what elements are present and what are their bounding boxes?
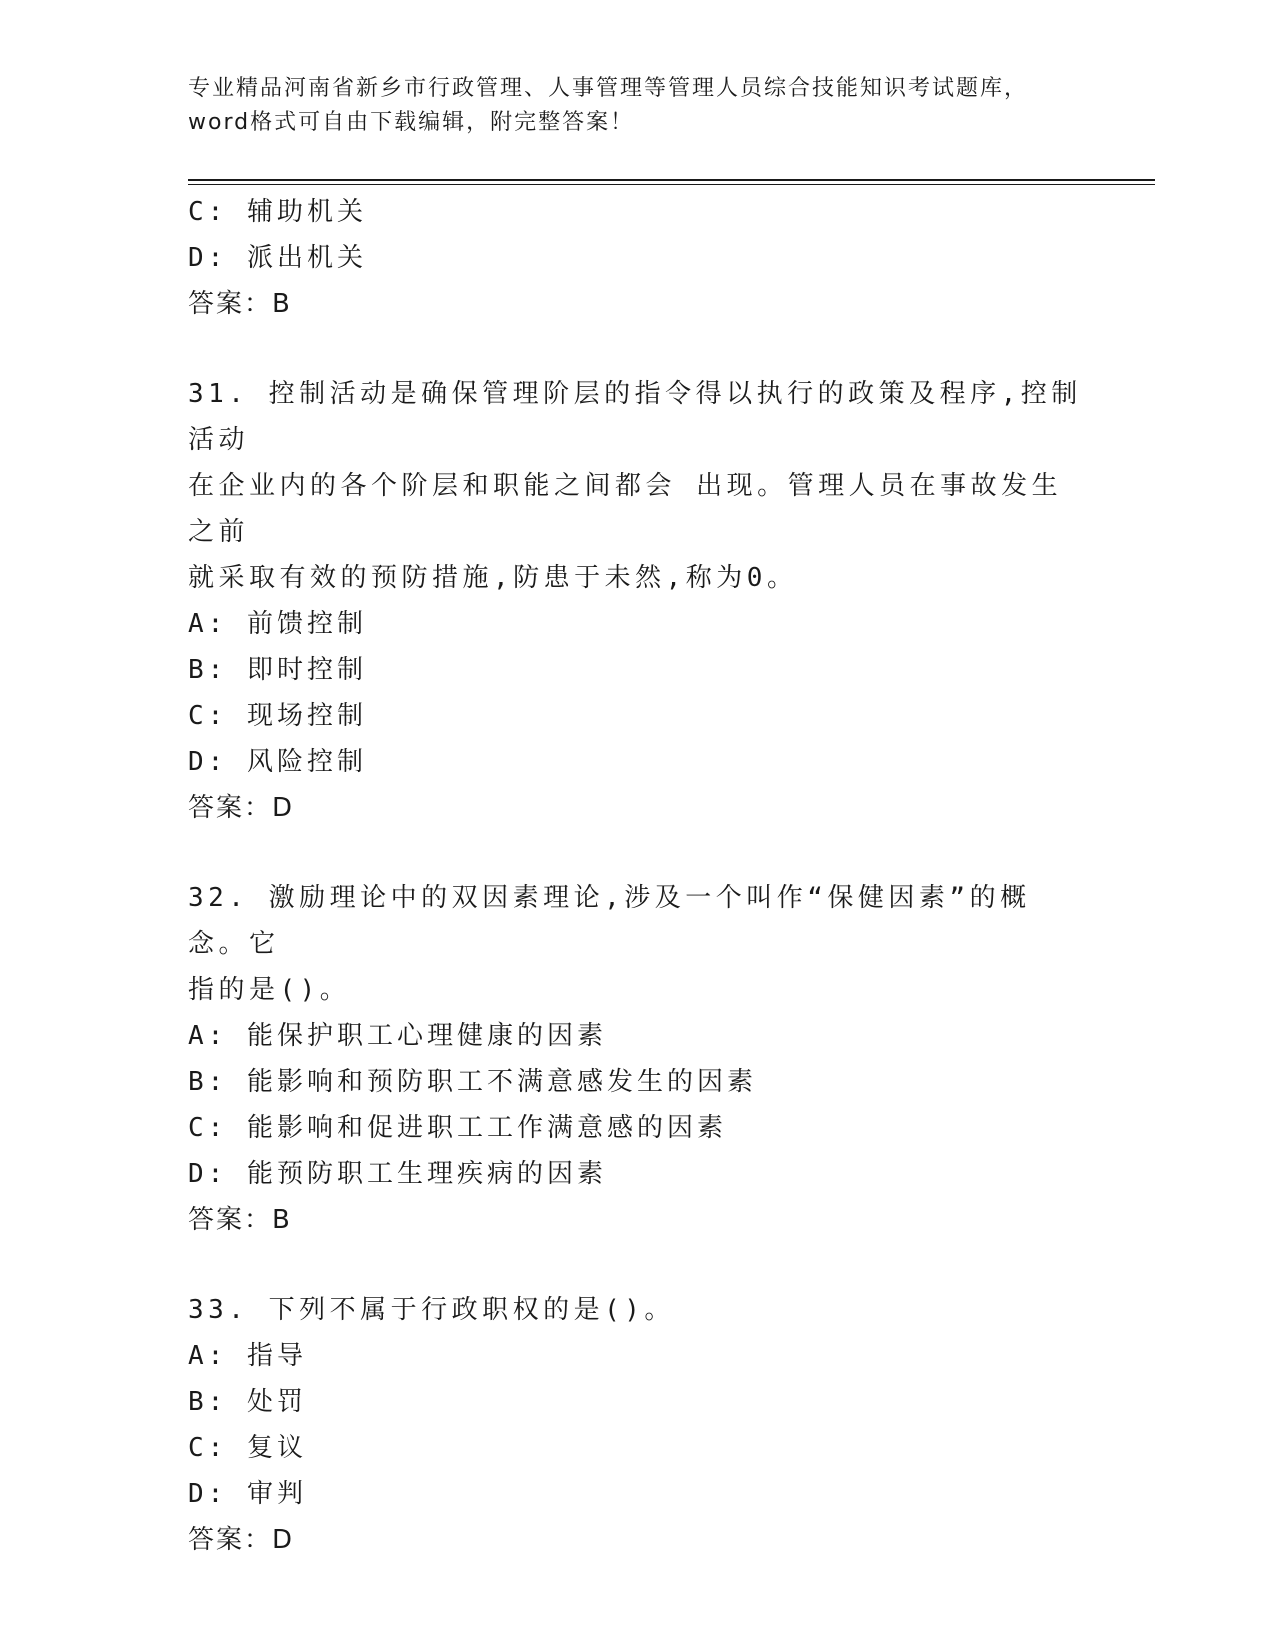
- answer-line: 答案：D: [188, 793, 295, 823]
- question-gap: [188, 327, 1088, 371]
- option-b: B: 处罚: [188, 1387, 307, 1417]
- option-a: A: 指导: [188, 1341, 307, 1371]
- document-header: [188, 72, 1088, 140]
- question-text-line: 31. 控制活动是确保管理阶层的指令得以执行的政策及程序,控制活动: [188, 379, 1082, 455]
- answer-line: 答案：D: [188, 1525, 295, 1555]
- question-gap: [188, 1243, 1088, 1287]
- option-d: D: 风险控制: [188, 747, 367, 777]
- option-d: D: 能预防职工生理疾病的因素: [188, 1159, 607, 1189]
- question-text-line: 32. 激励理论中的双因素理论,涉及一个叫作“保健因素”的概念。它: [188, 883, 1031, 959]
- header-line-2: word格式可自由下载编辑，附完整答案！: [188, 110, 635, 135]
- question-32: [188, 875, 1088, 1243]
- option-d: D: 派出机关: [188, 243, 367, 273]
- option-c: C: 辅助机关: [188, 197, 367, 227]
- question-text-line: 就采取有效的预防措施,防患于未然,称为0。: [188, 563, 798, 593]
- question-text-line: 在企业内的各个阶层和职能之间都会 出现。管理人员在事故发生之前: [188, 471, 1063, 547]
- question-31: [188, 371, 1088, 831]
- question-30-tail: [188, 189, 1088, 327]
- option-d: D: 审判: [188, 1479, 307, 1509]
- header-rule-thin: [188, 184, 1155, 185]
- header-line-1: 专业精品河南省新乡市行政管理、人事管理等管理人员综合技能知识考试题库，: [188, 76, 1029, 101]
- option-a: A: 前馈控制: [188, 609, 367, 639]
- question-text-line: 33. 下列不属于行政职权的是()。: [188, 1295, 675, 1325]
- question-content: [188, 189, 1088, 1563]
- option-c: C: 能影响和促进职工工作满意感的因素: [188, 1113, 727, 1143]
- question-33: [188, 1287, 1088, 1563]
- option-b: B: 即时控制: [188, 655, 367, 685]
- option-c: C: 复议: [188, 1433, 307, 1463]
- answer-line: 答案：B: [188, 289, 292, 319]
- question-gap: [188, 831, 1088, 875]
- option-c: C: 现场控制: [188, 701, 367, 731]
- option-b: B: 能影响和预防职工不满意感发生的因素: [188, 1067, 757, 1097]
- header-rule-thick: [188, 179, 1155, 181]
- question-text-line: 指的是()。: [188, 975, 351, 1005]
- answer-line: 答案：B: [188, 1205, 292, 1235]
- option-a: A: 能保护职工心理健康的因素: [188, 1021, 607, 1051]
